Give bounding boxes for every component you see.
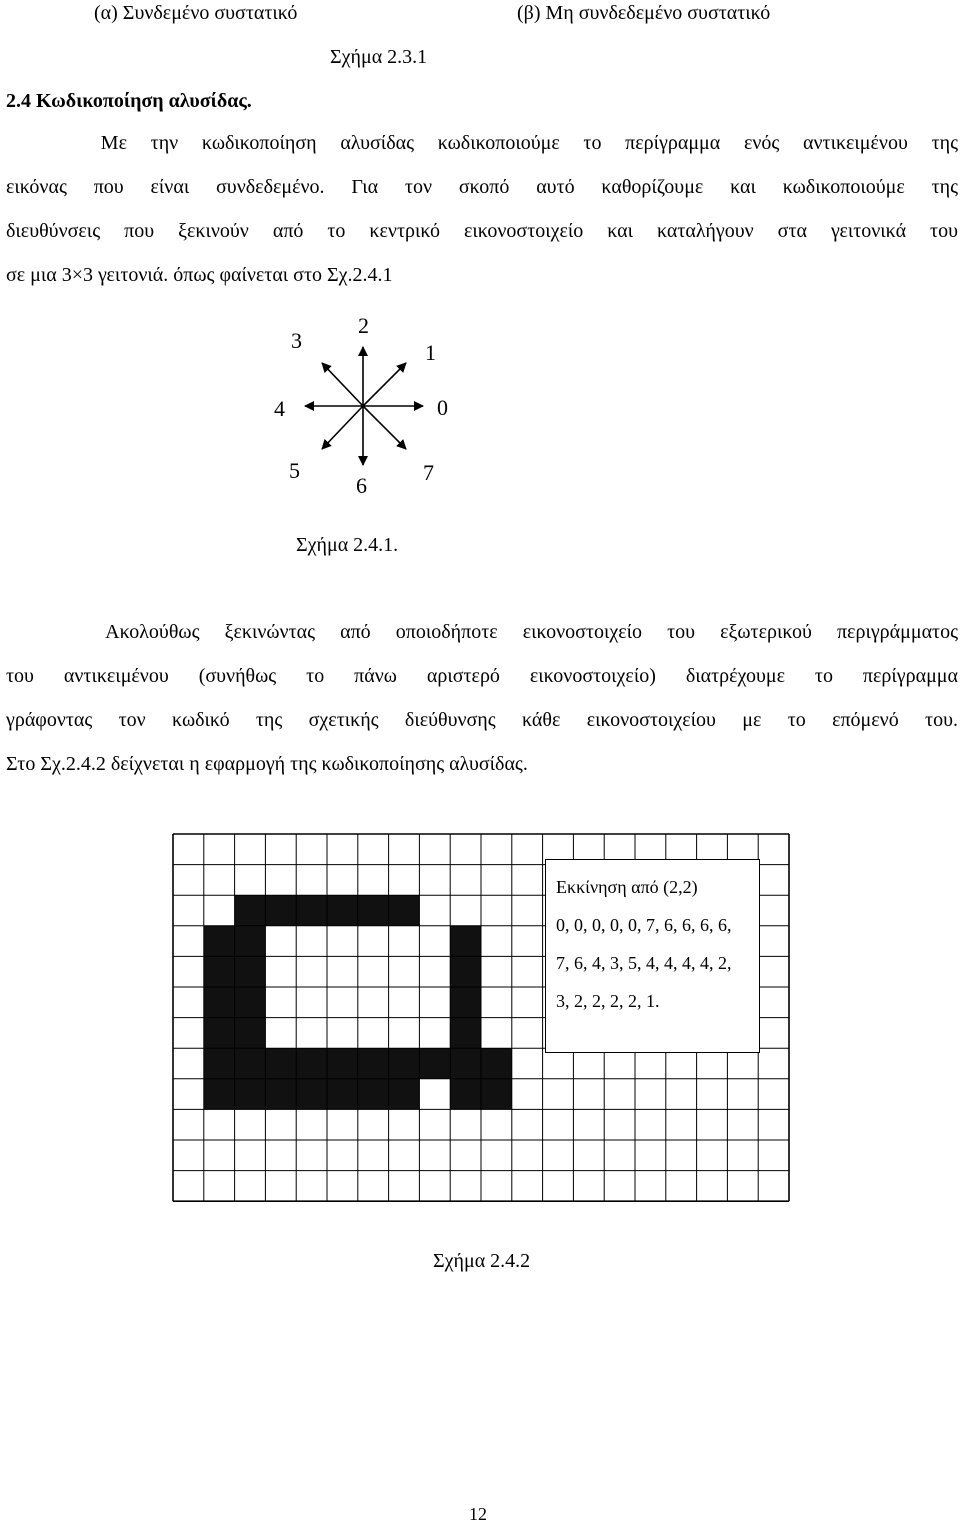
filled-pixel [419, 1048, 450, 1079]
filled-pixel [450, 1018, 481, 1049]
filled-pixel [450, 956, 481, 987]
filled-pixel [204, 956, 235, 987]
filled-pixel [389, 895, 420, 926]
paragraph-line: σε μια 3×3 γειτονιά. όπως φαίνεται στο Σχ.2.4.1 [6, 264, 393, 286]
figure-caption-2-4-1: Σχήμα 2.4.1. [296, 534, 399, 556]
filled-pixel [204, 1048, 235, 1079]
chain-code-line: 3, 2, 2, 2, 2, 1. [556, 991, 660, 1011]
filled-pixel [358, 1079, 389, 1110]
subcaption-a: (α) Συνδεμένο συστατικό [94, 2, 298, 24]
section-heading: 2.4 Κωδικοποίηση αλυσίδας. [6, 90, 252, 112]
page-number: 12 [469, 1504, 487, 1524]
filled-pixel [265, 1048, 296, 1079]
filled-pixel [235, 956, 266, 987]
direction-diagram [265, 305, 465, 515]
filled-pixel [265, 1079, 296, 1110]
arrow-3 [322, 363, 363, 406]
paragraph-line: γράφοντας τον κωδικό της σχετικής διεύθυνσης κάθε εικονοστοιχείου με το επόμενό του. [6, 709, 958, 731]
arrow-5 [322, 406, 363, 449]
direction-label-6: 6 [356, 473, 367, 498]
filled-pixel [204, 987, 235, 1018]
direction-label-7: 7 [423, 460, 434, 485]
filled-pixel [265, 895, 296, 926]
paragraph-chain-procedure [6, 610, 958, 786]
filled-pixel [481, 1079, 512, 1110]
filled-pixel [450, 926, 481, 957]
paragraph-line: του αντικειμένου (συνήθως το πάνω αριστερό εικονοστοιχείο) διατρέχουμε το περίγραμμα [6, 665, 958, 687]
filled-pixel [204, 926, 235, 957]
filled-pixel [450, 987, 481, 1018]
chain-code-box [545, 859, 760, 1053]
direction-label-2: 2 [358, 313, 369, 338]
arrow-7 [363, 406, 406, 449]
direction-label-3: 3 [291, 328, 302, 353]
direction-label-0: 0 [437, 395, 448, 420]
filled-pixel [358, 1048, 389, 1079]
filled-pixel [235, 1048, 266, 1079]
filled-pixel [235, 1018, 266, 1049]
subcaption-b: (β) Μη συνδεδεμένο συστατικό [517, 2, 771, 24]
filled-pixel [296, 1079, 327, 1110]
filled-pixel [235, 895, 266, 926]
filled-pixel [296, 1048, 327, 1079]
paragraph-line: Ακολούθως ξεκινώντας από οποιοδήποτε εικονοστοιχείο του εξωτερικού περιγράμματος [6, 621, 958, 643]
filled-pixel [481, 1048, 512, 1079]
filled-pixel [235, 926, 266, 957]
filled-pixel [450, 1079, 481, 1110]
paragraph-line: διευθύνσεις που ξεκινούν από το κεντρικό εικονοστοιχείο και καταλήγουν στα γειτονικά του [6, 220, 958, 242]
paragraph-chain-intro [6, 121, 958, 297]
filled-pixel [389, 1048, 420, 1079]
direction-label-4: 4 [274, 396, 285, 421]
filled-pixel [327, 1079, 358, 1110]
filled-pixel [296, 895, 327, 926]
chain-code-line: 0, 0, 0, 0, 0, 7, 6, 6, 6, 6, [556, 915, 732, 935]
direction-label-5: 5 [289, 458, 300, 483]
filled-pixel [204, 1018, 235, 1049]
paragraph-line: Στο Σχ.2.4.2 δείχνεται η εφαρμογή της κωδικοποίησης αλυσίδας. [6, 753, 528, 775]
direction-label-1: 1 [425, 340, 436, 365]
paragraph-line: εικόνας που είναι συνδεδεμένο. Για τον σκοπό αυτό καθορίζουμε και κωδικοποιούμε της [6, 176, 958, 198]
filled-pixel [450, 1048, 481, 1079]
figure-caption-2-3-1: Σχήμα 2.3.1 [330, 46, 428, 68]
filled-pixel [204, 1079, 235, 1110]
filled-pixel [358, 895, 389, 926]
chain-code-start: Εκκίνηση από (2,2) [556, 877, 698, 897]
paragraph-line: Με την κωδικοποίηση αλυσίδας κωδικοποιούμε το περίγραμμα ενός αντικειμένου της [6, 132, 958, 154]
filled-pixel [235, 987, 266, 1018]
figure-caption-2-4-2: Σχήμα 2.4.2 [433, 1250, 531, 1272]
filled-pixel [327, 895, 358, 926]
filled-pixel [235, 1079, 266, 1110]
chain-code-line: 7, 6, 4, 3, 5, 4, 4, 4, 4, 2, [556, 953, 732, 973]
filled-pixel [389, 1079, 420, 1110]
arrow-1 [363, 363, 406, 406]
filled-pixel [327, 1048, 358, 1079]
